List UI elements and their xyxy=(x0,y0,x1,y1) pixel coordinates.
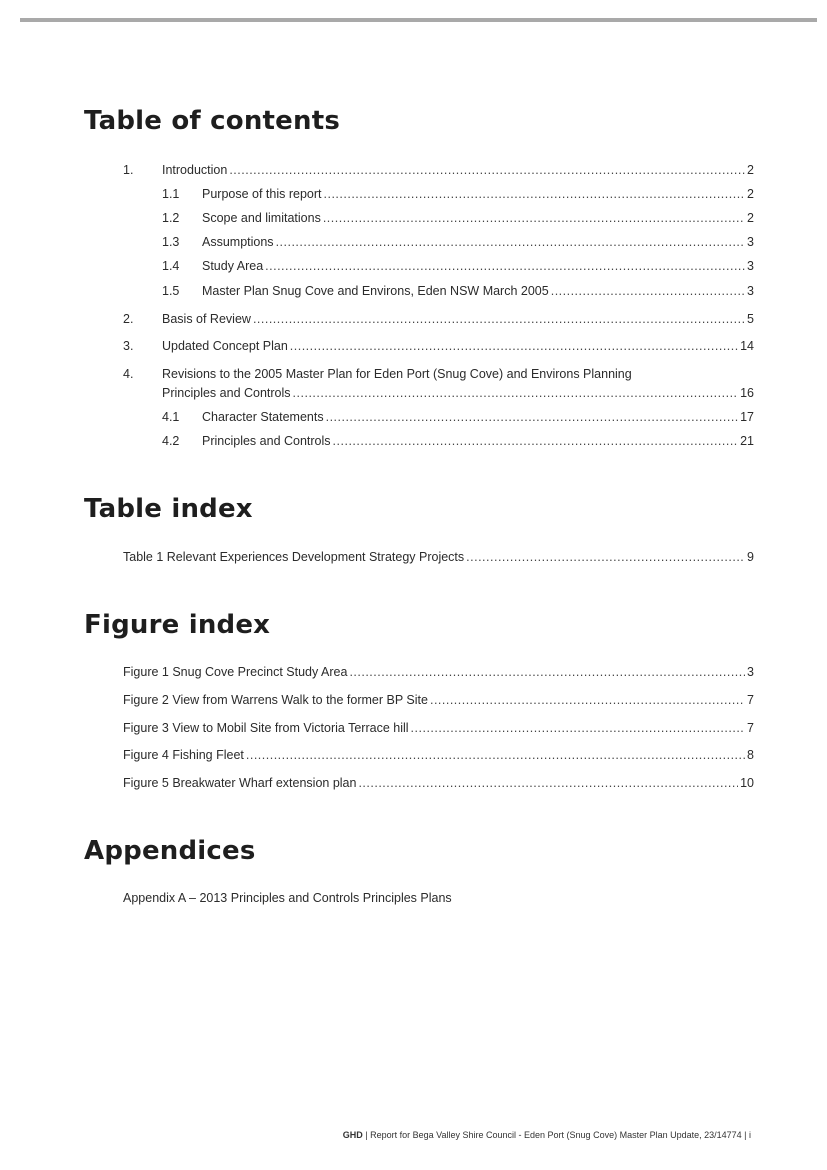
toc-entry-number: 4.1 xyxy=(162,410,180,424)
toc-entry-page: 17 xyxy=(740,410,754,424)
toc-entry-4-1[interactable] xyxy=(162,410,754,425)
figure-index-page: 7 xyxy=(747,721,754,735)
toc-entry-1-1[interactable] xyxy=(162,187,754,202)
dot-leader xyxy=(324,187,746,202)
toc-entry-page: 16 xyxy=(740,386,754,400)
toc-entry-number: 1.1 xyxy=(162,187,180,201)
toc-entry-2[interactable] xyxy=(123,312,754,327)
toc-entry-number: 1. xyxy=(123,163,134,177)
toc-entry-title: Introduction xyxy=(162,163,228,177)
dot-leader xyxy=(466,550,745,565)
dot-leader xyxy=(246,748,745,763)
dot-leader xyxy=(290,339,738,354)
dot-leader xyxy=(551,284,745,299)
figure-index-entry-1[interactable] xyxy=(123,665,754,680)
toc-entry-1-2[interactable] xyxy=(162,211,754,226)
figure-index-entry-3[interactable] xyxy=(123,721,754,736)
figure-index-entry-5[interactable] xyxy=(123,776,754,791)
table-index-heading: Table index xyxy=(84,494,253,524)
toc-entry-page: 3 xyxy=(747,235,754,249)
dot-leader xyxy=(333,434,739,449)
toc-entry-page: 2 xyxy=(747,163,754,177)
appendix-entry-a[interactable]: Appendix A – 2013 Principles and Controls Principles Plans xyxy=(123,891,452,905)
appendices-heading: Appendices xyxy=(84,836,256,866)
toc-entry-title: Principles and Controls xyxy=(202,434,331,448)
toc-entry-title: Study Area xyxy=(202,259,264,273)
table-index-entry-1[interactable] xyxy=(123,550,754,565)
table-index-title: Table 1 Relevant Experiences Development Strategy Projects xyxy=(123,550,465,564)
figure-index-page: 3 xyxy=(747,665,754,679)
figure-index-page: 8 xyxy=(747,748,754,762)
toc-entry-1-4[interactable] xyxy=(162,259,754,274)
table-index-page: 9 xyxy=(747,550,754,564)
toc-entry-page: 3 xyxy=(747,284,754,298)
toc-entry-number: 1.2 xyxy=(162,211,180,225)
toc-entry-page: 21 xyxy=(740,434,754,448)
figure-index-page: 10 xyxy=(740,776,754,790)
toc-entry-number: 1.3 xyxy=(162,235,180,249)
toc-entry-number: 4.2 xyxy=(162,434,180,448)
page-footer xyxy=(343,1130,751,1140)
toc-entry-page: 5 xyxy=(747,312,754,326)
toc-entry-title: Updated Concept Plan xyxy=(162,339,288,353)
figure-index-title: Figure 4 Fishing Fleet xyxy=(123,748,244,762)
toc-entry-number: 1.5 xyxy=(162,284,180,298)
figure-index-title: Figure 3 View to Mobil Site from Victoria Terrace hill xyxy=(123,721,409,735)
toc-entry-page: 2 xyxy=(747,187,754,201)
figure-index-entry-2[interactable] xyxy=(123,693,754,708)
dot-leader xyxy=(411,721,746,736)
dot-leader xyxy=(358,776,738,791)
dot-leader xyxy=(326,410,739,425)
toc-entry-title: Master Plan Snug Cove and Environs, Eden NSW March 2005 xyxy=(202,284,549,298)
header-rule xyxy=(20,18,817,22)
toc-entry-title: Purpose of this report xyxy=(202,187,322,201)
toc-entry-page: 14 xyxy=(740,339,754,353)
toc-entry-number: 1.4 xyxy=(162,259,180,273)
toc-entry-title-cont: Principles and Controls xyxy=(162,386,291,400)
toc-entry-4-number: 4. xyxy=(123,367,134,381)
toc-heading: Table of contents xyxy=(84,106,341,136)
toc-entry-3[interactable] xyxy=(123,339,754,354)
figure-index-title: Figure 5 Breakwater Wharf extension plan xyxy=(123,776,357,790)
figure-index-entry-4[interactable] xyxy=(123,748,754,763)
figure-index-page: 7 xyxy=(747,693,754,707)
toc-entry-page: 2 xyxy=(747,211,754,225)
figure-index-heading: Figure index xyxy=(84,610,271,640)
toc-entry-number: 3. xyxy=(123,339,134,353)
toc-entry-title: Character Statements xyxy=(202,410,324,424)
toc-entry-4[interactable] xyxy=(162,386,754,401)
dot-leader xyxy=(430,693,745,708)
toc-entry-4-2[interactable] xyxy=(162,434,754,449)
toc-entry-page: 3 xyxy=(747,259,754,273)
dot-leader xyxy=(323,211,745,226)
toc-entry-title: Assumptions xyxy=(202,235,274,249)
toc-entry-number: 2. xyxy=(123,312,134,326)
toc-entry-1-5[interactable] xyxy=(162,284,754,299)
dot-leader xyxy=(293,386,739,401)
toc-entry-1-3[interactable] xyxy=(162,235,754,250)
footer-text: | Report for Bega Valley Shire Council - Eden Port (Snug Cove) Master Plan Update, 23/14774 | i xyxy=(365,1130,751,1140)
toc-entry-title: Scope and limitations xyxy=(202,211,321,225)
footer-brand: GHD xyxy=(342,1130,363,1140)
figure-index-title: Figure 1 Snug Cove Precinct Study Area xyxy=(123,665,348,679)
toc-entry-4-title[interactable]: Revisions to the 2005 Master Plan for Eden Port (Snug Cove) and Environs Planning xyxy=(162,367,632,381)
toc-entry-title: Basis of Review xyxy=(162,312,251,326)
dot-leader xyxy=(349,665,745,680)
dot-leader xyxy=(253,312,745,327)
dot-leader xyxy=(276,235,745,250)
toc-entry-1[interactable] xyxy=(123,163,754,178)
figure-index-title: Figure 2 View from Warrens Walk to the former BP Site xyxy=(123,693,428,707)
dot-leader xyxy=(229,163,745,178)
dot-leader xyxy=(265,259,745,274)
